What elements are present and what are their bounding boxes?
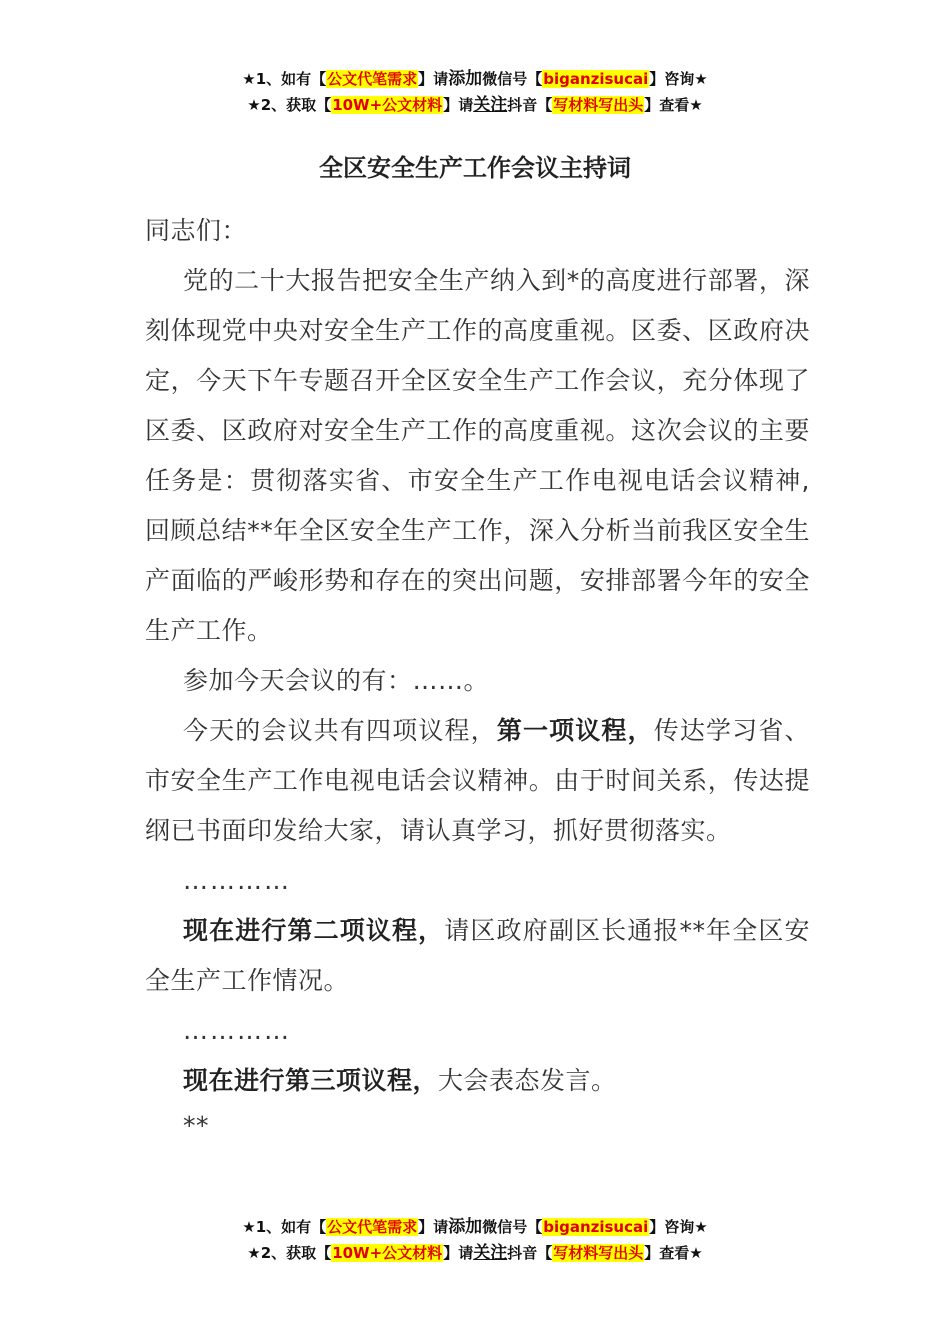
ellipsis-1: ………… [183, 866, 291, 895]
document-title: 全区安全生产工作会议主持词 [319, 154, 631, 182]
paragraph-4-text: 请区政府副区长通报**年全区安全生产工作情况。 [145, 916, 810, 995]
banner-line-1 [0, 66, 950, 92]
banner-text: 】请 [418, 70, 449, 88]
agenda-item-2-label: 现在进行第二项议程， [183, 916, 445, 945]
banner-text: ★2、获取【 [247, 1244, 332, 1262]
paragraph-3-text: 传达学习省、市安全生产工作电视电话会议精神。由于时间关系，传达提纲已书面印发给大家，请认真学习，抓好贯彻落实。 [145, 716, 810, 845]
banner-text: 抖音【 [507, 1244, 553, 1262]
footer-banner [0, 1214, 950, 1266]
ellipsis-2: ………… [183, 1016, 291, 1045]
paragraph-2: 参加今天会议的有：……。 [183, 666, 490, 695]
agenda-item-3-label: 现在进行第三项议程， [183, 1066, 439, 1095]
banner-highlight: 10W+公文材料 [332, 1244, 443, 1262]
banner-douyin-id: 写材料写出头 [553, 96, 644, 114]
document-body [145, 206, 810, 1146]
paragraph-5 [145, 1056, 810, 1106]
paragraph-5-text: 大会表态发言。 [438, 1066, 617, 1095]
banner-text: 】查看★ [644, 96, 703, 114]
banner-highlight: 公文代笔需求 [327, 1218, 418, 1236]
banner-text: 微信号【 [482, 1218, 543, 1236]
banner-text: ★2、获取【 [247, 96, 332, 114]
paragraph-6: ** [183, 1111, 209, 1140]
banner-text: 微信号【 [482, 70, 543, 88]
paragraph-3 [145, 706, 810, 856]
paragraph-4 [145, 906, 810, 1006]
banner-emphasis: 添加 [448, 1217, 483, 1237]
agenda-item-1-label: 第一项议程， [496, 716, 654, 745]
header-banner [0, 66, 950, 118]
banner-text: ★1、如有【 [242, 1218, 327, 1236]
banner-text: 】查看★ [644, 1244, 703, 1262]
banner-line-1 [0, 1214, 950, 1240]
banner-emphasis: 关注 [473, 1243, 508, 1263]
banner-highlight: 10W+公文材料 [332, 96, 443, 114]
paragraph-1: 党的二十大报告把安全生产纳入到*的高度进行部署，深刻体现党中央对安全生产工作的高度重视。区委、区政府决定，今天下午专题召开全区安全生产工作会议，充分体现了区委、区政府对安全生产工作的高度重视。这次会议的主要任务是：贯彻落实省、市安全生产工作电视电话会议精神, 回顾总结**年全区安全生产工作，深入分析当前我区安全生产面临的严峻形势和存在的突出问题，安排部署今年的安全生产工作。 [145, 266, 810, 645]
banner-emphasis: 关注 [473, 95, 508, 115]
paragraph-3-intro: 今天的会议共有四项议程， [183, 716, 497, 745]
salutation: 同志们： [145, 216, 248, 245]
banner-text: 】请 [418, 1218, 449, 1236]
banner-emphasis: 添加 [448, 69, 483, 89]
banner-wechat-id: biganzisucai [543, 70, 649, 88]
banner-highlight: 公文代笔需求 [327, 70, 418, 88]
banner-wechat-id: biganzisucai [543, 1218, 649, 1236]
banner-text: 】请 [443, 1244, 474, 1262]
banner-douyin-id: 写材料写出头 [553, 1244, 644, 1262]
banner-text: ★1、如有【 [242, 70, 327, 88]
banner-text: 抖音【 [507, 96, 553, 114]
banner-text: 】请 [443, 96, 474, 114]
banner-text: 】咨询★ [649, 70, 708, 88]
banner-line-2 [0, 1240, 950, 1266]
banner-text: 】咨询★ [649, 1218, 708, 1236]
banner-line-2 [0, 92, 950, 118]
